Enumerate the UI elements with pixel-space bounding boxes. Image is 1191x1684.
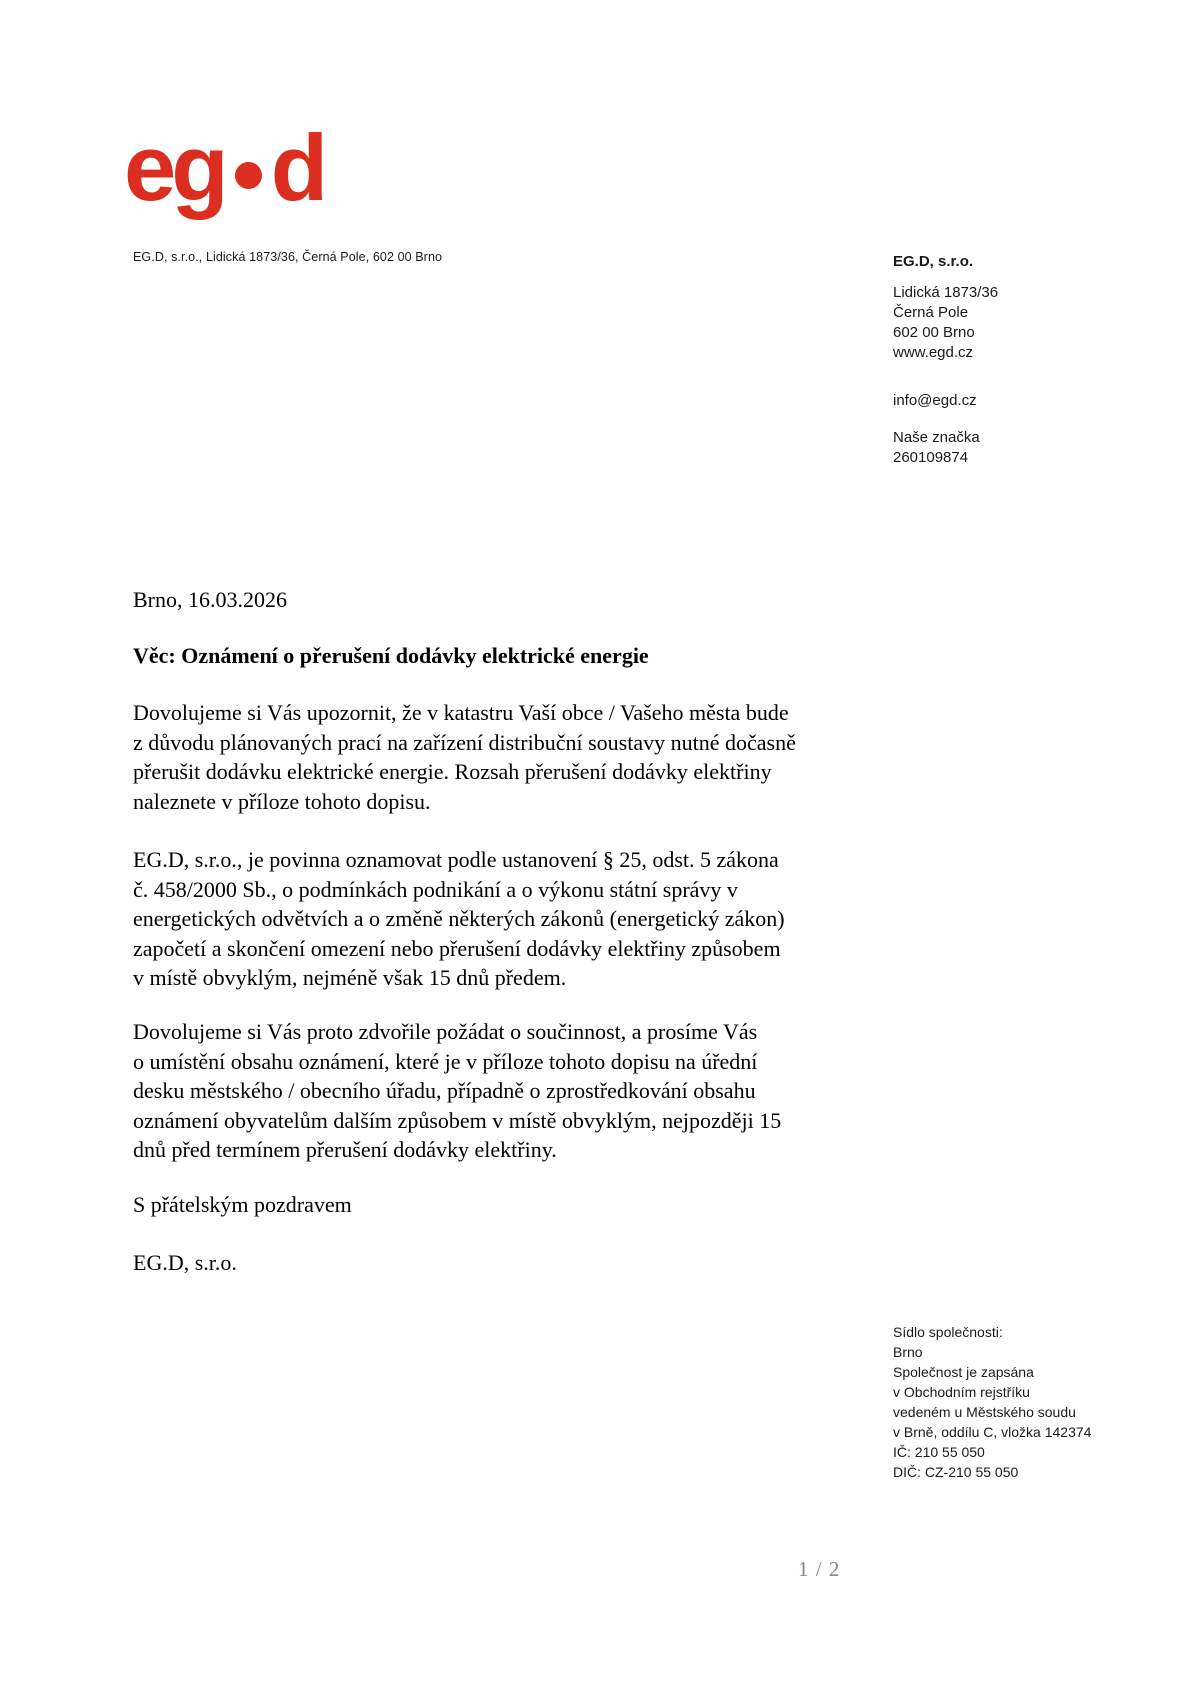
logo-text-d: d — [270, 115, 324, 220]
registration-block: Sídlo společnosti: Brno Společnost je zapsána v Obchodním rejstříku vedeném u Městského soudu v Brně, oddílu C, vložka 142374 IČ: 210 55 050 DIČ: CZ-210 55 050 — [893, 1324, 1092, 1480]
company-website: www.egd.cz — [893, 344, 974, 361]
page-number: 1 / 2 — [798, 1557, 841, 1581]
company-email: info@egd.cz — [893, 392, 977, 409]
logo-dot — [235, 162, 262, 189]
company-name: EG.D, s.r.o. — [893, 253, 974, 270]
closing-line: S přátelským pozdravem — [133, 1192, 352, 1217]
paragraph-3: Dovolujeme si Vás proto zdvořile požádat o součinnost, a prosíme Vás o umístění obsahu oznámení, které je v příloze tohoto dopisu na úřední desku městského / obecního úřadu, případně o zprostředkování obsahu oznámení obyvatelům dalším způsobem v místě obvyklým, nejpozději 15 dnů před termínem přerušení dodávky elektřiny. — [133, 1019, 782, 1162]
paragraph-1: Dovolujeme si Vás upozornit, že v katastru Vaší obce / Vašeho města bude z důvodu plánovaných prací na zařízení distribuční soustavy nutné dočasně přerušit dodávku elektrické energie. Rozsah přerušení dodávky elektřiny naleznete v příloze tohoto dopisu. — [133, 700, 796, 814]
reference-label: Naše značka — [893, 429, 980, 446]
paragraph-2: EG.D, s.r.o., je povinna oznamovat podle ustanovení § 25, odst. 5 zákona č. 458/2000 Sb., o podmínkách podnikání a o výkonu státní správy v energetických odvětvích a o změně některých zákonů (energetický zákon) započetí a skončení omezení nebo přerušení dodávky elektřiny způsobem v místě obvyklým, nejméně však 15 dnů předem. — [133, 847, 785, 990]
company-logo — [124, 112, 323, 225]
sender-address-line: EG.D, s.r.o., Lidická 1873/36, Černá Pole, 602 00 Brno — [133, 250, 443, 264]
date-line: Brno, 16.03.2026 — [133, 587, 287, 612]
reference-number: 260109874 — [893, 449, 969, 466]
signature-line: EG.D, s.r.o. — [133, 1250, 237, 1275]
subject-line: Věc: Oznámení o přerušení dodávky elektrické energie — [133, 643, 649, 668]
logo-text-eg: eg — [124, 115, 224, 220]
company-address: Lidická 1873/36 Černá Pole 602 00 Brno — [893, 284, 999, 341]
